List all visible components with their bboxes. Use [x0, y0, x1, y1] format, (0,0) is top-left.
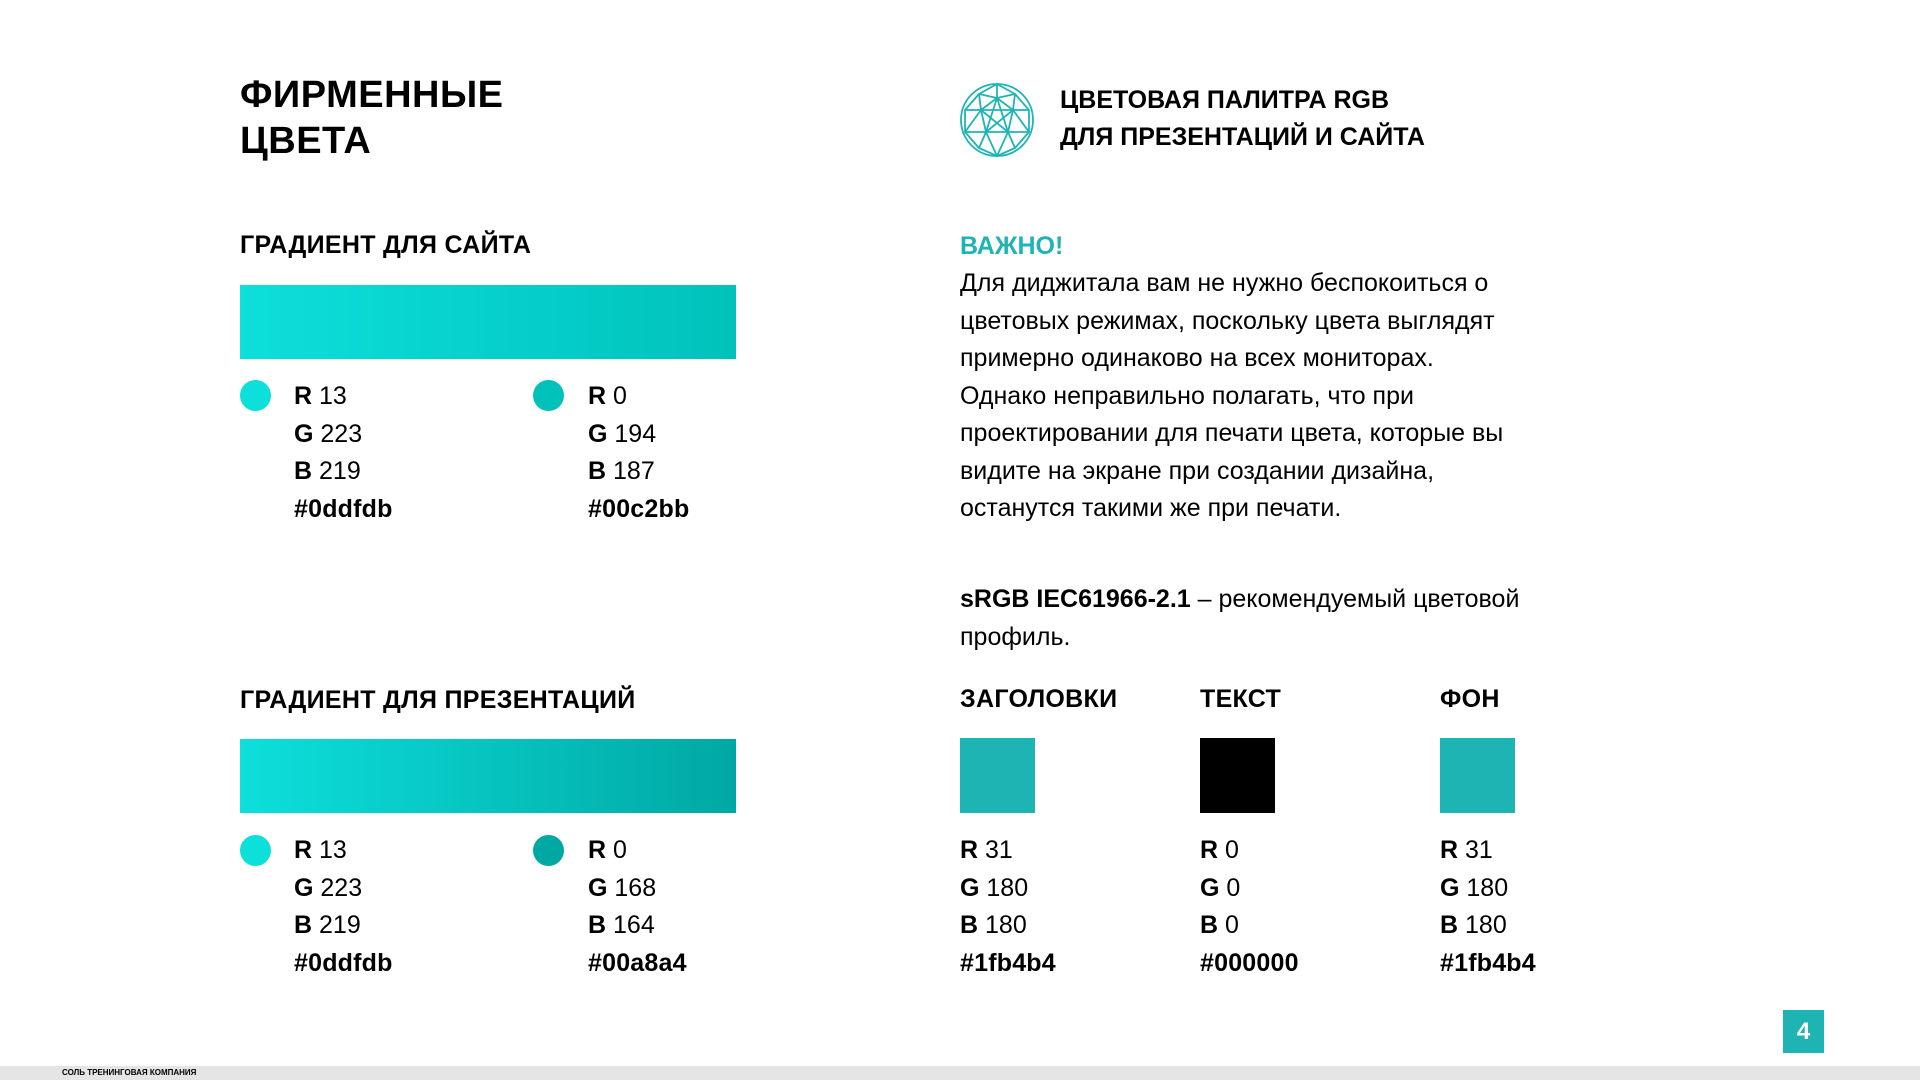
text-hex: #000000	[1200, 948, 1299, 977]
background-b: 180	[1465, 911, 1507, 939]
palette-label-background: ФОН	[1440, 685, 1500, 713]
pres-start-b: 219	[319, 911, 361, 939]
presentation-gradient-start-swatch	[240, 835, 271, 866]
site-end-b: 187	[613, 457, 655, 485]
page-title-line1: ФИРМЕННЫЕ	[240, 74, 504, 116]
color-profile-name: sRGB IEC61966-2.1	[960, 585, 1191, 613]
site-start-hex: #0ddfdb	[294, 494, 393, 523]
presentation-gradient-end-swatch	[533, 835, 564, 866]
site-gradient-start-values: R 13 G 223 B 219 #0ddfdb	[294, 378, 393, 528]
background-color-values: R 31 G 180 B 180 #1fb4b4	[1440, 832, 1536, 982]
pres-start-r: 13	[319, 836, 347, 864]
important-heading: ВАЖНО!	[960, 232, 1064, 260]
site-gradient-start-swatch	[240, 380, 271, 411]
page-title	[240, 72, 504, 164]
text-b: 0	[1225, 911, 1239, 939]
background-color-swatch	[1440, 738, 1515, 813]
headings-r: 31	[985, 836, 1013, 864]
note-paragraph-1: Для диджитала вам не нужно беспокоиться о цветовых режимах, поскольку цвета выглядят примерно одинаково на всех мониторах.	[960, 269, 1495, 372]
headings-b: 180	[985, 911, 1027, 939]
presentation-gradient-label: ГРАДИЕНТ ДЛЯ ПРЕЗЕНТАЦИЙ	[240, 686, 636, 714]
pres-end-r: 0	[613, 836, 627, 864]
text-r: 0	[1225, 836, 1239, 864]
headings-color-swatch	[960, 738, 1035, 813]
site-gradient-bar	[240, 285, 736, 359]
footer-company: СОЛЬ ТРЕНИНГОВАЯ КОМПАНИЯ	[62, 1068, 197, 1077]
pres-end-hex: #00a8a4	[588, 948, 687, 977]
text-color-swatch	[1200, 738, 1275, 813]
site-end-hex: #00c2bb	[588, 494, 690, 523]
site-gradient-end-values: R 0 G 194 B 187 #00c2bb	[588, 378, 689, 528]
pres-start-hex: #0ddfdb	[294, 948, 393, 977]
palette-header	[1060, 82, 1425, 156]
geodesic-sphere-icon	[958, 80, 1036, 160]
presentation-gradient-bar	[240, 739, 736, 813]
site-start-g: 223	[320, 419, 363, 448]
site-end-g: 194	[614, 419, 657, 448]
pres-end-b: 164	[613, 911, 655, 939]
color-profile-text: – рекомендуемый цветовой профиль.	[960, 585, 1520, 651]
palette-header-line2: ДЛЯ ПРЕЗЕНТАЦИЙ И САЙТА	[1060, 123, 1425, 151]
pres-end-g: 168	[614, 873, 657, 902]
headings-g: 180	[986, 873, 1029, 902]
text-color-values: R 0 G 0 B 0 #000000	[1200, 832, 1299, 982]
site-start-b: 219	[319, 457, 361, 485]
palette-label-text: ТЕКСТ	[1200, 685, 1282, 713]
pres-start-g: 223	[320, 873, 363, 902]
site-gradient-end-swatch	[533, 380, 564, 411]
site-end-r: 0	[613, 382, 627, 410]
note-paragraph-2: Однако неправильно полагать, что при проектировании для печати цвета, которые вы видите на экране при создании дизайна, останутся такими же при печати.	[960, 381, 1504, 522]
background-hex: #1fb4b4	[1440, 948, 1536, 977]
page-number: 4	[1783, 1010, 1824, 1053]
page-title-line2: ЦВЕТА	[240, 120, 372, 162]
presentation-gradient-start-values: R 13 G 223 B 219 #0ddfdb	[294, 832, 393, 982]
background-r: 31	[1465, 836, 1493, 864]
important-note	[960, 265, 1540, 528]
color-profile-note	[960, 581, 1520, 656]
palette-label-headings: ЗАГОЛОВКИ	[960, 685, 1118, 713]
palette-header-line1: ЦВЕТОВАЯ ПАЛИТРА RGB	[1060, 86, 1390, 114]
site-gradient-label: ГРАДИЕНТ ДЛЯ САЙТА	[240, 231, 532, 259]
footer-bar	[0, 1066, 1920, 1080]
site-start-r: 13	[319, 382, 347, 410]
headings-hex: #1fb4b4	[960, 948, 1056, 977]
text-g: 0	[1226, 873, 1241, 902]
presentation-gradient-end-values: R 0 G 168 B 164 #00a8a4	[588, 832, 687, 982]
background-g: 180	[1466, 873, 1509, 902]
headings-color-values: R 31 G 180 B 180 #1fb4b4	[960, 832, 1056, 982]
